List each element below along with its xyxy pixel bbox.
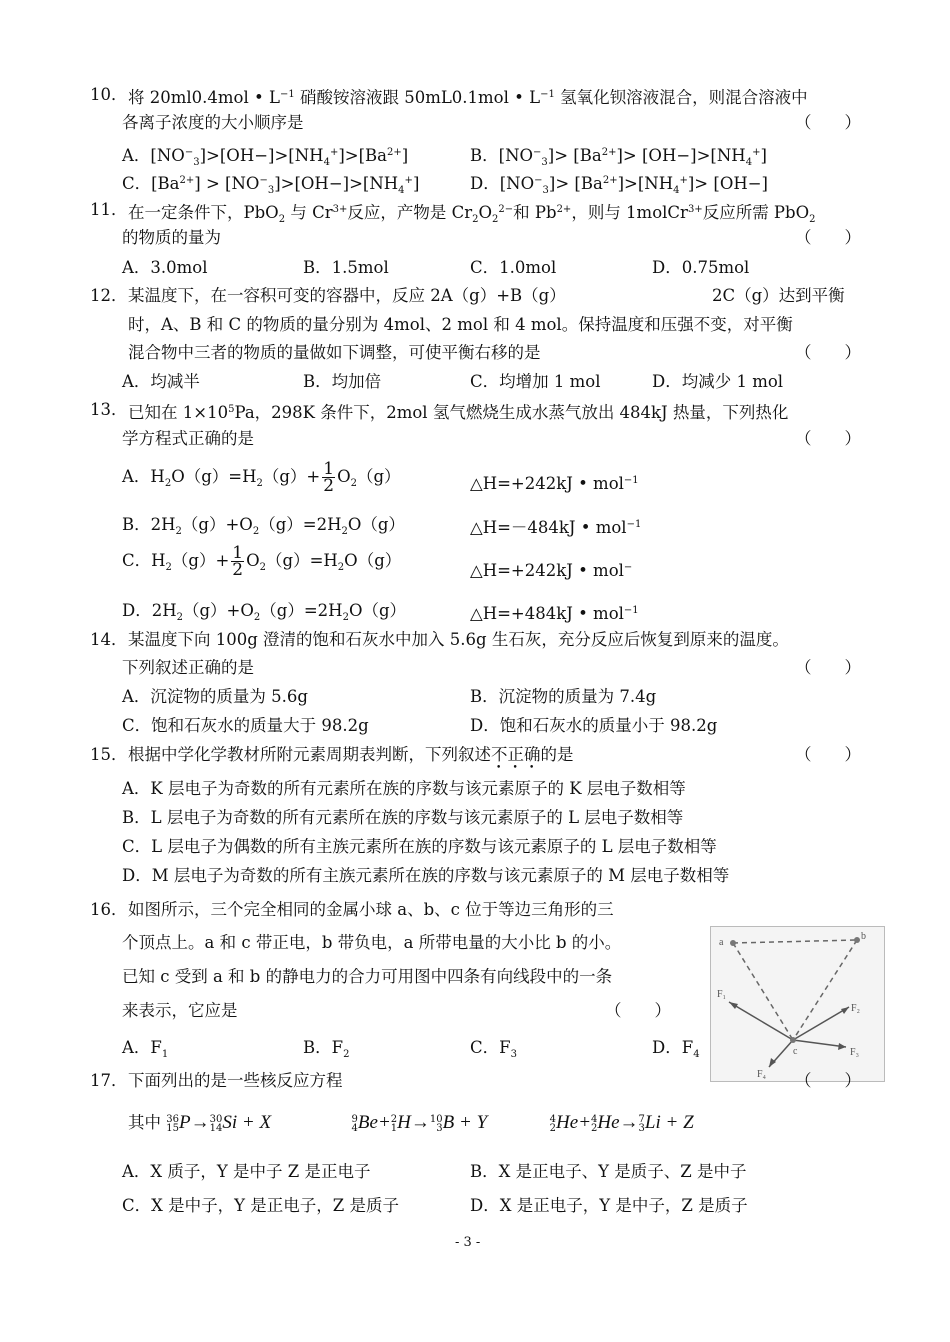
vector-f1 bbox=[729, 1002, 793, 1040]
q17-option-c: C．X 是中子，Y 是正电子，Z 是质子 bbox=[122, 1196, 399, 1215]
label-c: c bbox=[793, 1046, 798, 1057]
q11-option-a: A．3.0mol bbox=[122, 258, 208, 277]
q10-option-a: A．$[NO^-_3]>[OH-]>[NH_4^+]>[Ba^{2+}]$ bbox=[122, 146, 409, 168]
q12-answer-blank: （ ） bbox=[795, 343, 861, 362]
q14-stem-line2: 下列叙述正确的是 bbox=[122, 658, 254, 677]
q13-answer-blank: （ ） bbox=[795, 429, 861, 448]
q10-stem-line1: 将 20ml0.4mol • $L^{-1}$ 硝酸铵溶液跟 50mL0.1mol • $L^{-1}$ 氢氧化钡溶液混合，则混合溶液中 bbox=[128, 88, 808, 107]
q16-option-a: A．$F_1$ bbox=[122, 1038, 169, 1060]
q16-option-b: B．$F_2$ bbox=[303, 1038, 350, 1060]
q17-option-d: D．X 是正电子，Y 是中子，Z 是质子 bbox=[470, 1196, 748, 1215]
figure-svg bbox=[711, 927, 884, 1081]
ball-b bbox=[854, 937, 860, 943]
vector-f2-head bbox=[841, 1007, 849, 1014]
q10-option-b: B．$[NO^-_3]> [Ba^{2+}]> [OH-]>[NH_4^+]$ bbox=[470, 146, 767, 168]
q12-stem-line1a: 某温度下，在一容积可变的容器中，反应 2A（g）+B（g） bbox=[128, 286, 566, 305]
q14-option-d: D．饱和石灰水的质量小于 98.2g bbox=[470, 716, 718, 735]
q17-number: 17． bbox=[90, 1071, 128, 1090]
q14-option-c: C．饱和石灰水的质量大于 98.2g bbox=[122, 716, 369, 735]
vector-f3 bbox=[793, 1040, 846, 1047]
q16-stem-line3: 已知 c 受到 a 和 b 的静电力的合力可用图中四条有向线段中的一条 bbox=[122, 967, 613, 986]
label-f3: F₃ bbox=[850, 1047, 860, 1058]
q10-option-d: D．$[NO^-_3]> [Ba^{2+}]>[NH_4^+]> [OH-]$ bbox=[470, 174, 768, 196]
q12-option-a: A．均减半 bbox=[122, 372, 200, 391]
label-f1: F₁ bbox=[717, 989, 727, 1000]
q13-option-a: A．$H_2O(g)=H_2(g)+$ $\frac{1}{2}$ $O_2(g)$ bbox=[122, 459, 401, 496]
q13-option-b-enthalpy: △H=－484kJ • mol$^{-1}$ bbox=[470, 518, 642, 537]
q17-option-b: B．X 是正电子、Y 是质子、Z 是中子 bbox=[470, 1162, 747, 1181]
q14-answer-blank: （ ） bbox=[795, 658, 861, 677]
q13-stem-line1: 已知在 $1\times 10^5Pa$，298K 条件下，2mol 氢气燃烧生成水蒸气放出 484kJ 热量，下列热化 bbox=[128, 403, 789, 422]
q13-option-c-enthalpy: △H=+242kJ • mol− bbox=[470, 561, 633, 580]
label-f2: F₂ bbox=[851, 1003, 861, 1014]
q15-option-b: B．L 层电子为奇数的所有元素所在族的序数与该元素原子的 L 层电子数相等 bbox=[122, 808, 684, 827]
reaction-1: 36 15 P→ 30 14 Si + X bbox=[166, 1112, 272, 1134]
edge-ac bbox=[733, 943, 793, 1040]
q12-option-b: B．均加倍 bbox=[303, 372, 382, 391]
q10-answer-blank: （ ） bbox=[795, 113, 861, 132]
q14-option-b: B．沉淀物的质量为 7.4g bbox=[470, 687, 657, 706]
q17-option-a: A．X 质子，Y 是中子 Z 是正电子 bbox=[122, 1162, 371, 1181]
vector-f1-head bbox=[729, 1002, 738, 1009]
q14-stem-line1: 某温度下向 100g 澄清的饱和石灰水中加入 5.6g 生石灰，充分反应后恢复到原来的温度。 bbox=[128, 630, 789, 649]
edge-bc bbox=[793, 940, 857, 1040]
label-b: b bbox=[861, 931, 866, 942]
q13-option-a-enthalpy: △H=+242kJ • mol$^{-1}$ bbox=[470, 474, 639, 493]
q11-stem-line1: 在一定条件下，PbO$_2$ 与 $Cr^{3+}$反应，产物是 $Cr_2O_2^{2-}$和 $Pb^{2+}$，则与 1molCr$^{3+}$反应所需 PbO$_2$ bbox=[128, 203, 816, 225]
q16-stem-line4: 来表示，它应是 bbox=[122, 1001, 238, 1020]
q12-option-c: C．均增加 1 mol bbox=[470, 372, 601, 391]
q13-option-d-enthalpy: △H=+484kJ • mol$^{-1}$ bbox=[470, 604, 639, 623]
q15-option-d: D．M 层电子为奇数的所有主族元素所在族的序数与该元素原子的 M 层电子数相等 bbox=[122, 866, 730, 885]
q14-option-a: A．沉淀物的质量为 5.6g bbox=[122, 687, 308, 706]
page-number: - 3 - bbox=[455, 1235, 481, 1250]
q15-stem: 根据中学化学教材所附元素周期表判断，下列叙述不正确的是 bbox=[128, 745, 574, 764]
q12-stem-line3: 混合物中三者的物质的量做如下调整，可使平衡右移的是 bbox=[128, 343, 541, 362]
reaction-2: 9 4 Be+ 2 1 H→ 10 3 B + Y bbox=[351, 1112, 488, 1134]
q13-option-c: C．$H_2(g)+$ $\frac{1}{2}$ $O_2(g)=H_2O(g)$ bbox=[122, 543, 402, 580]
q13-option-b: B．$2H_2(g)+O_2(g)=2H_2O(g)$ bbox=[122, 515, 405, 537]
q15-option-c: C．L 层电子为偶数的所有主族元素所在族的序数与该元素原子的 L 层电子数相等 bbox=[122, 837, 717, 856]
q11-answer-blank: （ ） bbox=[795, 228, 861, 247]
q13-number: 13． bbox=[90, 400, 128, 419]
q17-stem: 下面列出的是一些核反应方程 bbox=[128, 1071, 343, 1090]
q11-option-c: C．1.0mol bbox=[470, 258, 557, 277]
label-a: a bbox=[719, 937, 724, 948]
reaction-3: 4 2 He+ 4 2 He→ 7 3 Li + Z bbox=[549, 1112, 694, 1134]
q12-option-d: D．均减少 1 mol bbox=[652, 372, 784, 391]
q16-stem-line1: 如图所示，三个完全相同的金属小球 a、b、c 位于等边三角形的三 bbox=[128, 900, 614, 919]
q15-answer-blank: （ ） bbox=[795, 745, 861, 764]
q16-answer-blank: （ ） bbox=[605, 1001, 671, 1020]
q12-number: 12． bbox=[90, 286, 128, 305]
q11-number: 11． bbox=[90, 200, 128, 219]
q16-stem-line2: 个顶点上。a 和 c 带正电，b 带负电，a 所带电量的大小比 b 的小。 bbox=[122, 933, 622, 952]
q16-option-c: C．$F_3$ bbox=[470, 1038, 517, 1060]
q12-stem-line1b: 2C（g）达到平衡 bbox=[712, 286, 845, 305]
q15-option-a: A．K 层电子为奇数的所有元素所在族的序数与该元素原子的 K 层电子数相等 bbox=[122, 779, 686, 798]
label-f4: F₄ bbox=[757, 1069, 767, 1080]
q17-answer-blank: （ ） bbox=[795, 1071, 861, 1090]
vector-f2 bbox=[793, 1007, 849, 1040]
q14-number: 14． bbox=[90, 630, 128, 649]
q17-reactions: 其中 36 15 P→ 30 14 Si + X 9 4 Be+ 2 1 H→ 10 3 B + Y 4 2 He+ 4 2 He→ 7 3 Li + Z bbox=[128, 1112, 694, 1134]
ball-a bbox=[730, 940, 736, 946]
q16-option-d: D．$F_4$ bbox=[652, 1038, 700, 1060]
q11-stem-line2: 的物质的量为 bbox=[122, 228, 221, 247]
charge-triangle-figure bbox=[710, 926, 885, 1082]
ball-c bbox=[790, 1037, 796, 1043]
q10-stem-line2: 各离子浓度的大小顺序是 bbox=[122, 113, 304, 132]
q13-stem-line2: 学方程式正确的是 bbox=[122, 429, 254, 448]
q15-number: 15． bbox=[90, 745, 128, 764]
q11-option-b: B．1.5mol bbox=[303, 258, 389, 277]
fraction-one-half: $\frac{1}{2}$ bbox=[232, 543, 244, 580]
q10-number: 10． bbox=[90, 85, 128, 104]
q13-option-d: D．$2H_2(g)+O_2(g)=2H_2O(g)$ bbox=[122, 601, 407, 623]
q10-option-c: C．$[Ba^{2+}] > [NO^-_3]>[OH-]>[NH_4^+]$ bbox=[122, 174, 420, 196]
q16-number: 16． bbox=[90, 900, 128, 919]
vector-f3-head bbox=[838, 1043, 846, 1050]
edge-ab bbox=[733, 940, 857, 943]
q12-stem-line2: 时，A、B 和 C 的物质的量分别为 4mol、2 mol 和 4 mol。保持温度和压强不变，对平衡 bbox=[128, 315, 793, 334]
fraction-one-half: $\frac{1}{2}$ bbox=[323, 459, 335, 496]
q11-option-d: D．0.75mol bbox=[652, 258, 750, 277]
